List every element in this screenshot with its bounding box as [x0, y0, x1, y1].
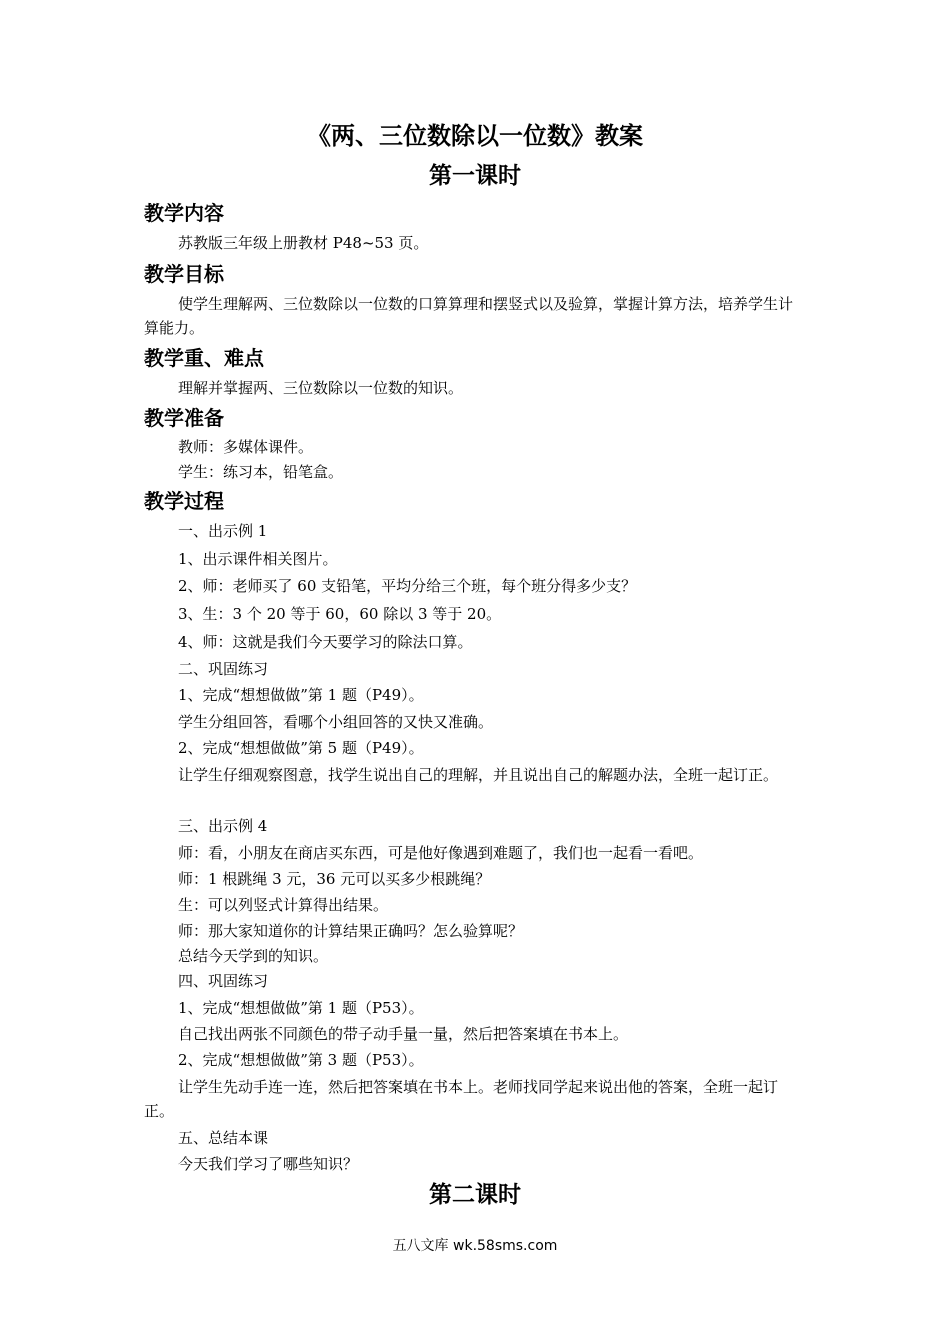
- section-text-prep-teacher: 教师：多媒体课件。: [178, 438, 314, 456]
- process-line: 二、巩固练习: [178, 660, 269, 678]
- lesson-1-heading: 第一课时: [429, 162, 521, 189]
- section-heading-content: 教学内容: [144, 201, 224, 225]
- document-title: 《两、三位数除以一位数》教案: [307, 121, 643, 150]
- process-line: 1、完成“想想做做”第 1 题（P49）。: [178, 686, 424, 704]
- process-line: 师：那大家知道你的计算结果正确吗？怎么验算呢？: [178, 922, 524, 940]
- section-heading-goal: 教学目标: [144, 262, 224, 286]
- process-line: 师：1 根跳绳 3 元，36 元可以买多少根跳绳？: [178, 870, 491, 888]
- section-heading-prep: 教学准备: [144, 406, 224, 430]
- section-text-content: 苏教版三年级上册教材 P48~53 页。: [178, 234, 429, 252]
- process-line: 学生分组回答，看哪个小组回答的又快又准确。: [178, 713, 494, 731]
- process-line: 让学生仔细观察图意，找学生说出自己的理解，并且说出自己的解题办法，全班一起订正。: [178, 766, 779, 784]
- process-line: 让学生先动手连一连，然后把答案填在书本上。老师找同学起来说出他的答案，全班一起订正。: [144, 1078, 779, 1120]
- process-line: 4、师：这就是我们今天要学习的除法口算。: [178, 633, 473, 651]
- process-line: 五、总结本课: [178, 1129, 269, 1147]
- process-line: 2、师：老师买了 60 支铅笔，平均分给三个班，每个班分得多少支？: [178, 577, 637, 595]
- process-line: 2、完成“想想做做”第 5 题（P49）。: [178, 739, 424, 757]
- section-text-prep-student: 学生：练习本，铅笔盒。: [178, 463, 344, 481]
- process-line: 四、巩固练习: [178, 972, 269, 990]
- process-line: 自己找出两张不同颜色的带子动手量一量，然后把答案填在书本上。: [178, 1025, 629, 1043]
- process-line: 师：看，小朋友在商店买东西，可是他好像遇到难题了，我们也一起看一看吧。: [178, 844, 704, 862]
- lesson-2-heading: 第二课时: [429, 1181, 521, 1208]
- process-line: 1、出示课件相关图片。: [178, 550, 338, 568]
- process-line: 三、出示例 4: [178, 817, 268, 835]
- process-line: 今天我们学习了哪些知识？: [178, 1155, 359, 1173]
- process-line: 1、完成“想想做做”第 1 题（P53）。: [178, 999, 424, 1017]
- process-line: 2、完成“想想做做”第 3 题（P53）。: [178, 1051, 424, 1069]
- section-text-goal: 使学生理解两、三位数除以一位数的口算算理和摆竖式以及验算，掌握计算方法，培养学生计算能力。: [144, 295, 794, 337]
- section-text-key: 理解并掌握两、三位数除以一位数的知识。: [178, 379, 464, 397]
- section-heading-key: 教学重、难点: [144, 346, 264, 370]
- process-line: 生：可以列竖式计算得出结果。: [178, 896, 389, 914]
- section-heading-process: 教学过程: [144, 489, 224, 513]
- footer-watermark: 五八文库 wk.58sms.com: [392, 1238, 558, 1254]
- process-line: 总结今天学到的知识。: [178, 947, 329, 965]
- process-line: 一、出示例 1: [178, 522, 268, 540]
- process-line: 3、生：3 个 20 等于 60，60 除以 3 等于 20。: [178, 605, 502, 623]
